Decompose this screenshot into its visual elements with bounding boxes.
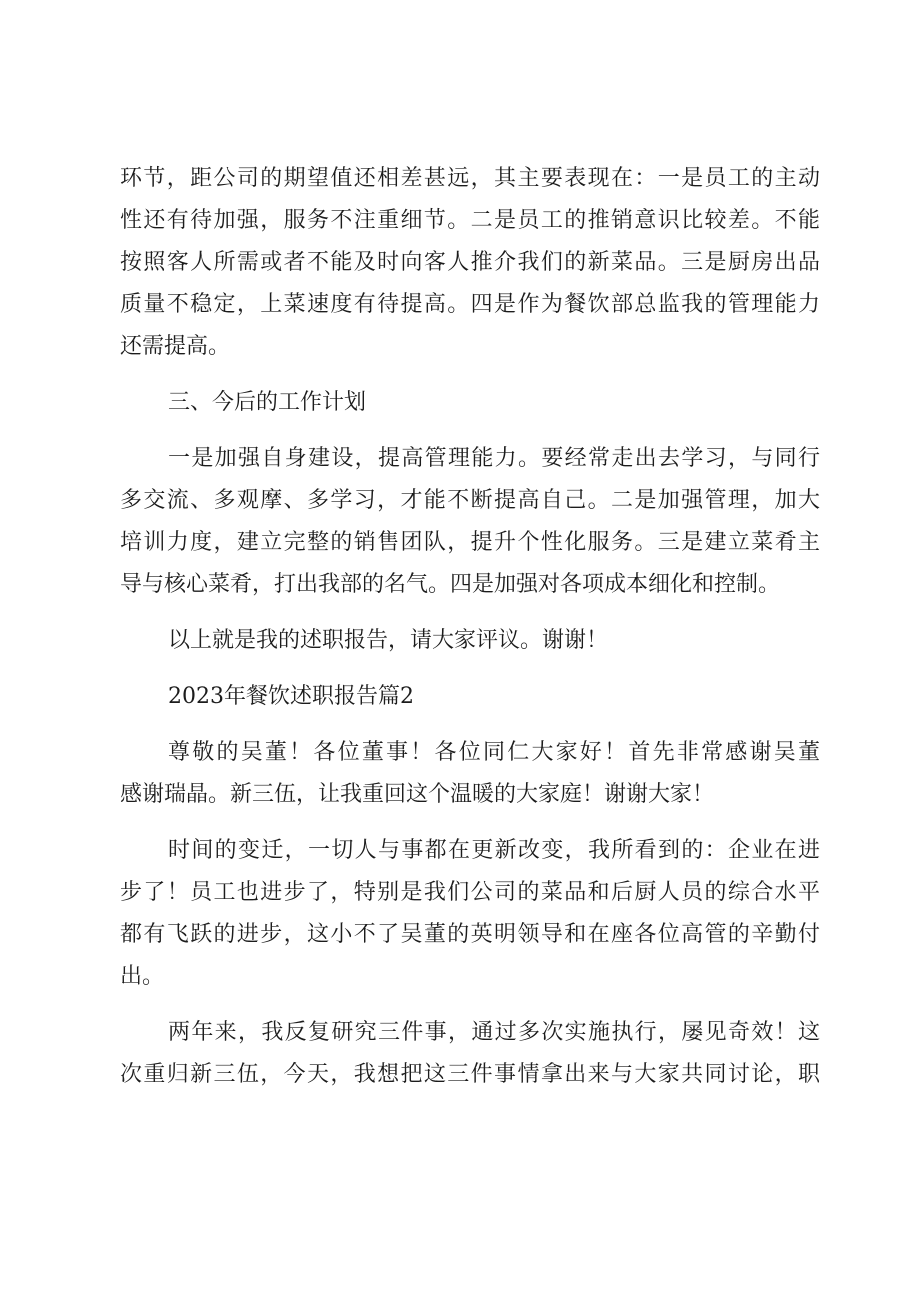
text-line: 培训力度，建立完整的销售团队，提升个性化服务。三是建立菜肴主 (120, 530, 820, 555)
text-line: 一是加强自身建设，提高管理能力。要经常走出去学习，与同行 (168, 446, 820, 471)
section-heading: 三、今后的工作计划 (168, 390, 367, 415)
paragraph-three-things (120, 1012, 820, 1096)
text-line: 按照客人所需或者不能及时向客人推介我们的新菜品。三是厨房出品 (120, 250, 820, 275)
text-line: 多交流、多观摩、多学习，才能不断提高自己。二是加强管理，加大 (120, 488, 820, 513)
paragraph-changes (120, 830, 820, 998)
text-line: 环节，距公司的期望值还相差甚远，其主要表现在：一是员工的主动 (120, 166, 820, 191)
section-heading-future-plan (120, 382, 820, 424)
text-line: 次重归新三伍，今天，我想把这三件事情拿出来与大家共同讨论，职 (120, 1062, 820, 1087)
text-line: 出。 (120, 964, 165, 989)
paragraph-future-plan (120, 438, 820, 606)
paragraph-performance-gaps (120, 158, 820, 368)
text-line: 导与核心菜肴，打出我部的名气。四是加强对各项成本细化和控制。 (120, 572, 781, 597)
article-title-2 (120, 676, 820, 718)
text-line: 以上就是我的述职报告，请大家评议。谢谢！ (168, 628, 609, 653)
document-body (120, 158, 820, 1096)
text-line: 还需提高。 (120, 334, 231, 359)
text-line: 步了！员工也进步了，特别是我们公司的菜品和后厨人员的综合水平 (120, 880, 820, 905)
text-line: 质量不稳定，上菜速度有待提高。四是作为餐饮部总监我的管理能力 (120, 292, 820, 317)
text-line: 性还有待加强，服务不注重细节。二是员工的推销意识比较差。不能 (120, 208, 820, 233)
text-line: 尊敬的吴董！各位董事！各位同仁大家好！首先非常感谢吴董 (168, 740, 820, 765)
article-title: 2023年餐饮述职报告篇2 (168, 684, 414, 709)
text-line: 都有飞跃的进步，这小不了吴董的英明领导和在座各位高管的辛勤付 (120, 922, 820, 947)
text-line: 感谢瑞晶。新三伍，让我重回这个温暖的大家庭！谢谢大家！ (120, 782, 715, 807)
paragraph-closing (120, 620, 820, 662)
text-line: 两年来，我反复研究三件事，通过多次实施执行，屡见奇效！这 (168, 1020, 820, 1045)
paragraph-greeting (120, 732, 820, 816)
text-line: 时间的变迁，一切人与事都在更新改变，我所看到的：企业在进 (168, 838, 820, 863)
